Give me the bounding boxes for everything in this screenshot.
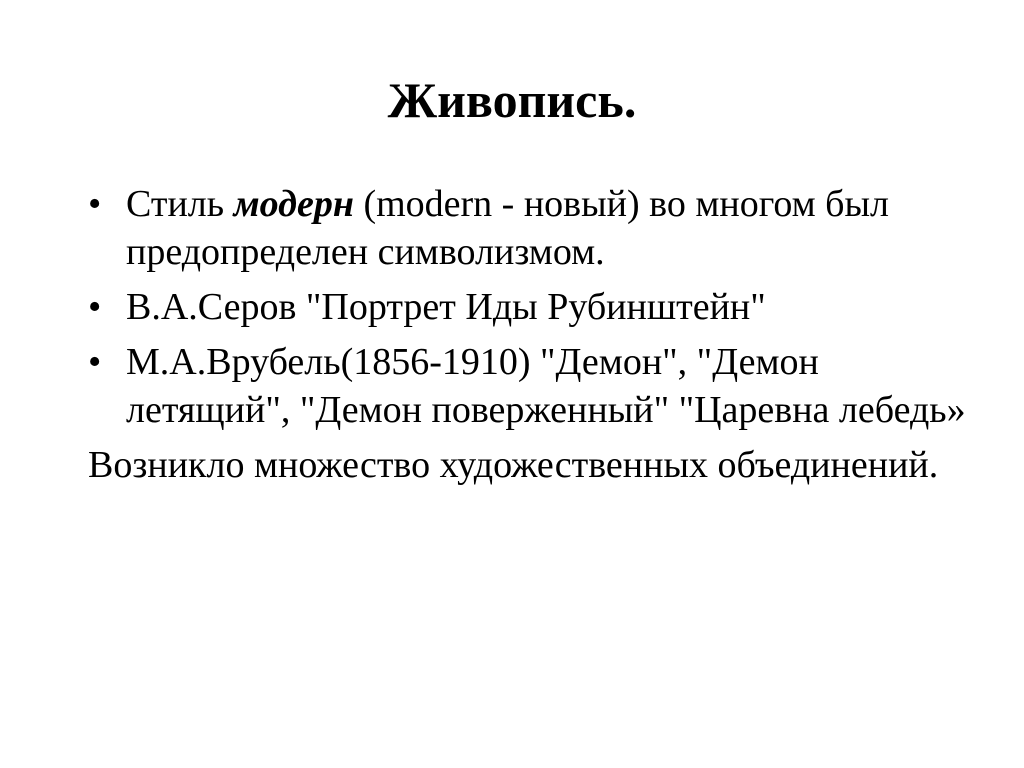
closing-paragraph: Возникло множество художественных объединений. — [88, 444, 939, 486]
slide-body — [88, 180, 968, 489]
bullet-text: В.А.Серов "Портрет Иды Рубинштейн" — [126, 286, 766, 328]
bullet-marker: • — [88, 341, 102, 383]
bullet-item-modern-style — [88, 180, 968, 276]
bullet-marker: • — [88, 183, 102, 225]
bullet-text: М.А.Врубель(1856-1910) "Демон", "Демон летящий", "Демон поверженный" "Царевна лебедь» — [126, 341, 966, 431]
slide-title: Живопись. — [387, 72, 637, 128]
bullet-list — [88, 180, 968, 434]
bullet-item-vrubel — [88, 338, 968, 434]
bullet-text-prefix: Стиль — [126, 183, 234, 225]
bullet-marker: • — [88, 286, 102, 328]
bullet-text-suffix: (modern - новый) во многом был предопределен символизмом. — [126, 183, 889, 273]
bullet-item-serov — [88, 283, 968, 331]
emphasized-term: модерн — [233, 183, 354, 225]
